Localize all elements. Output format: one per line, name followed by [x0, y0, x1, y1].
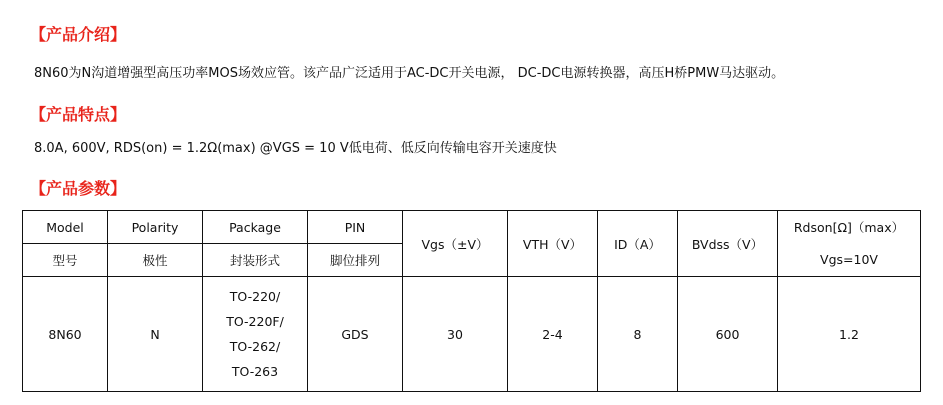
cell-bvdss: 600 [678, 277, 778, 392]
package-option: TO-262/ [229, 339, 281, 354]
header-package-en: Package [203, 211, 308, 244]
package-option: TO-220/ [229, 289, 281, 304]
header-model-cn: 型号 [23, 244, 108, 277]
header-vgs: Vgs（±V） [403, 211, 508, 277]
product-intro-text: 8N60为N沟道增强型高压功率MOS场效应管。该产品广泛适用于AC-DC开关电源， DC-DC电源转换器，高压H桥PMW马达驱动。 [34, 66, 785, 81]
cell-model: 8N60 [23, 277, 108, 392]
product-feature-heading: 【产品特点】 [30, 105, 127, 124]
header-pin-en: PIN [308, 211, 403, 244]
cell-pin: GDS [308, 277, 403, 392]
product-feature-text: 8.0A, 600V, RDS(on) = 1.2Ω(max) @VGS = 10 V低电荷、低反向传输电容开关速度快 [34, 141, 557, 156]
header-polarity-cn: 极性 [108, 244, 203, 277]
header-package-cn: 封装形式 [203, 244, 308, 277]
header-model-en: Model [23, 211, 108, 244]
header-vth: VTH（V） [508, 211, 598, 277]
cell-vgs: 30 [403, 277, 508, 392]
product-parameter-heading: 【产品参数】 [30, 179, 127, 198]
cell-package [203, 277, 308, 392]
header-id: ID（A） [598, 211, 678, 277]
parameter-table [22, 210, 921, 392]
cell-rdson: 1.2 [778, 277, 921, 392]
header-rdson-condition: Vgs=10V [778, 244, 921, 277]
header-polarity-en: Polarity [108, 211, 203, 244]
package-option: TO-263 [231, 364, 279, 379]
package-option: TO-220F/ [226, 314, 284, 329]
cell-polarity: N [108, 277, 203, 392]
product-intro-heading: 【产品介绍】 [30, 25, 127, 44]
cell-vth: 2-4 [508, 277, 598, 392]
table-header-row-en [23, 211, 921, 244]
header-rdson: Rdson[Ω]（max） [778, 211, 921, 244]
header-bvdss: BVdss（V） [678, 211, 778, 277]
cell-id: 8 [598, 277, 678, 392]
table-row [23, 277, 921, 392]
header-pin-cn: 脚位排列 [308, 244, 403, 277]
